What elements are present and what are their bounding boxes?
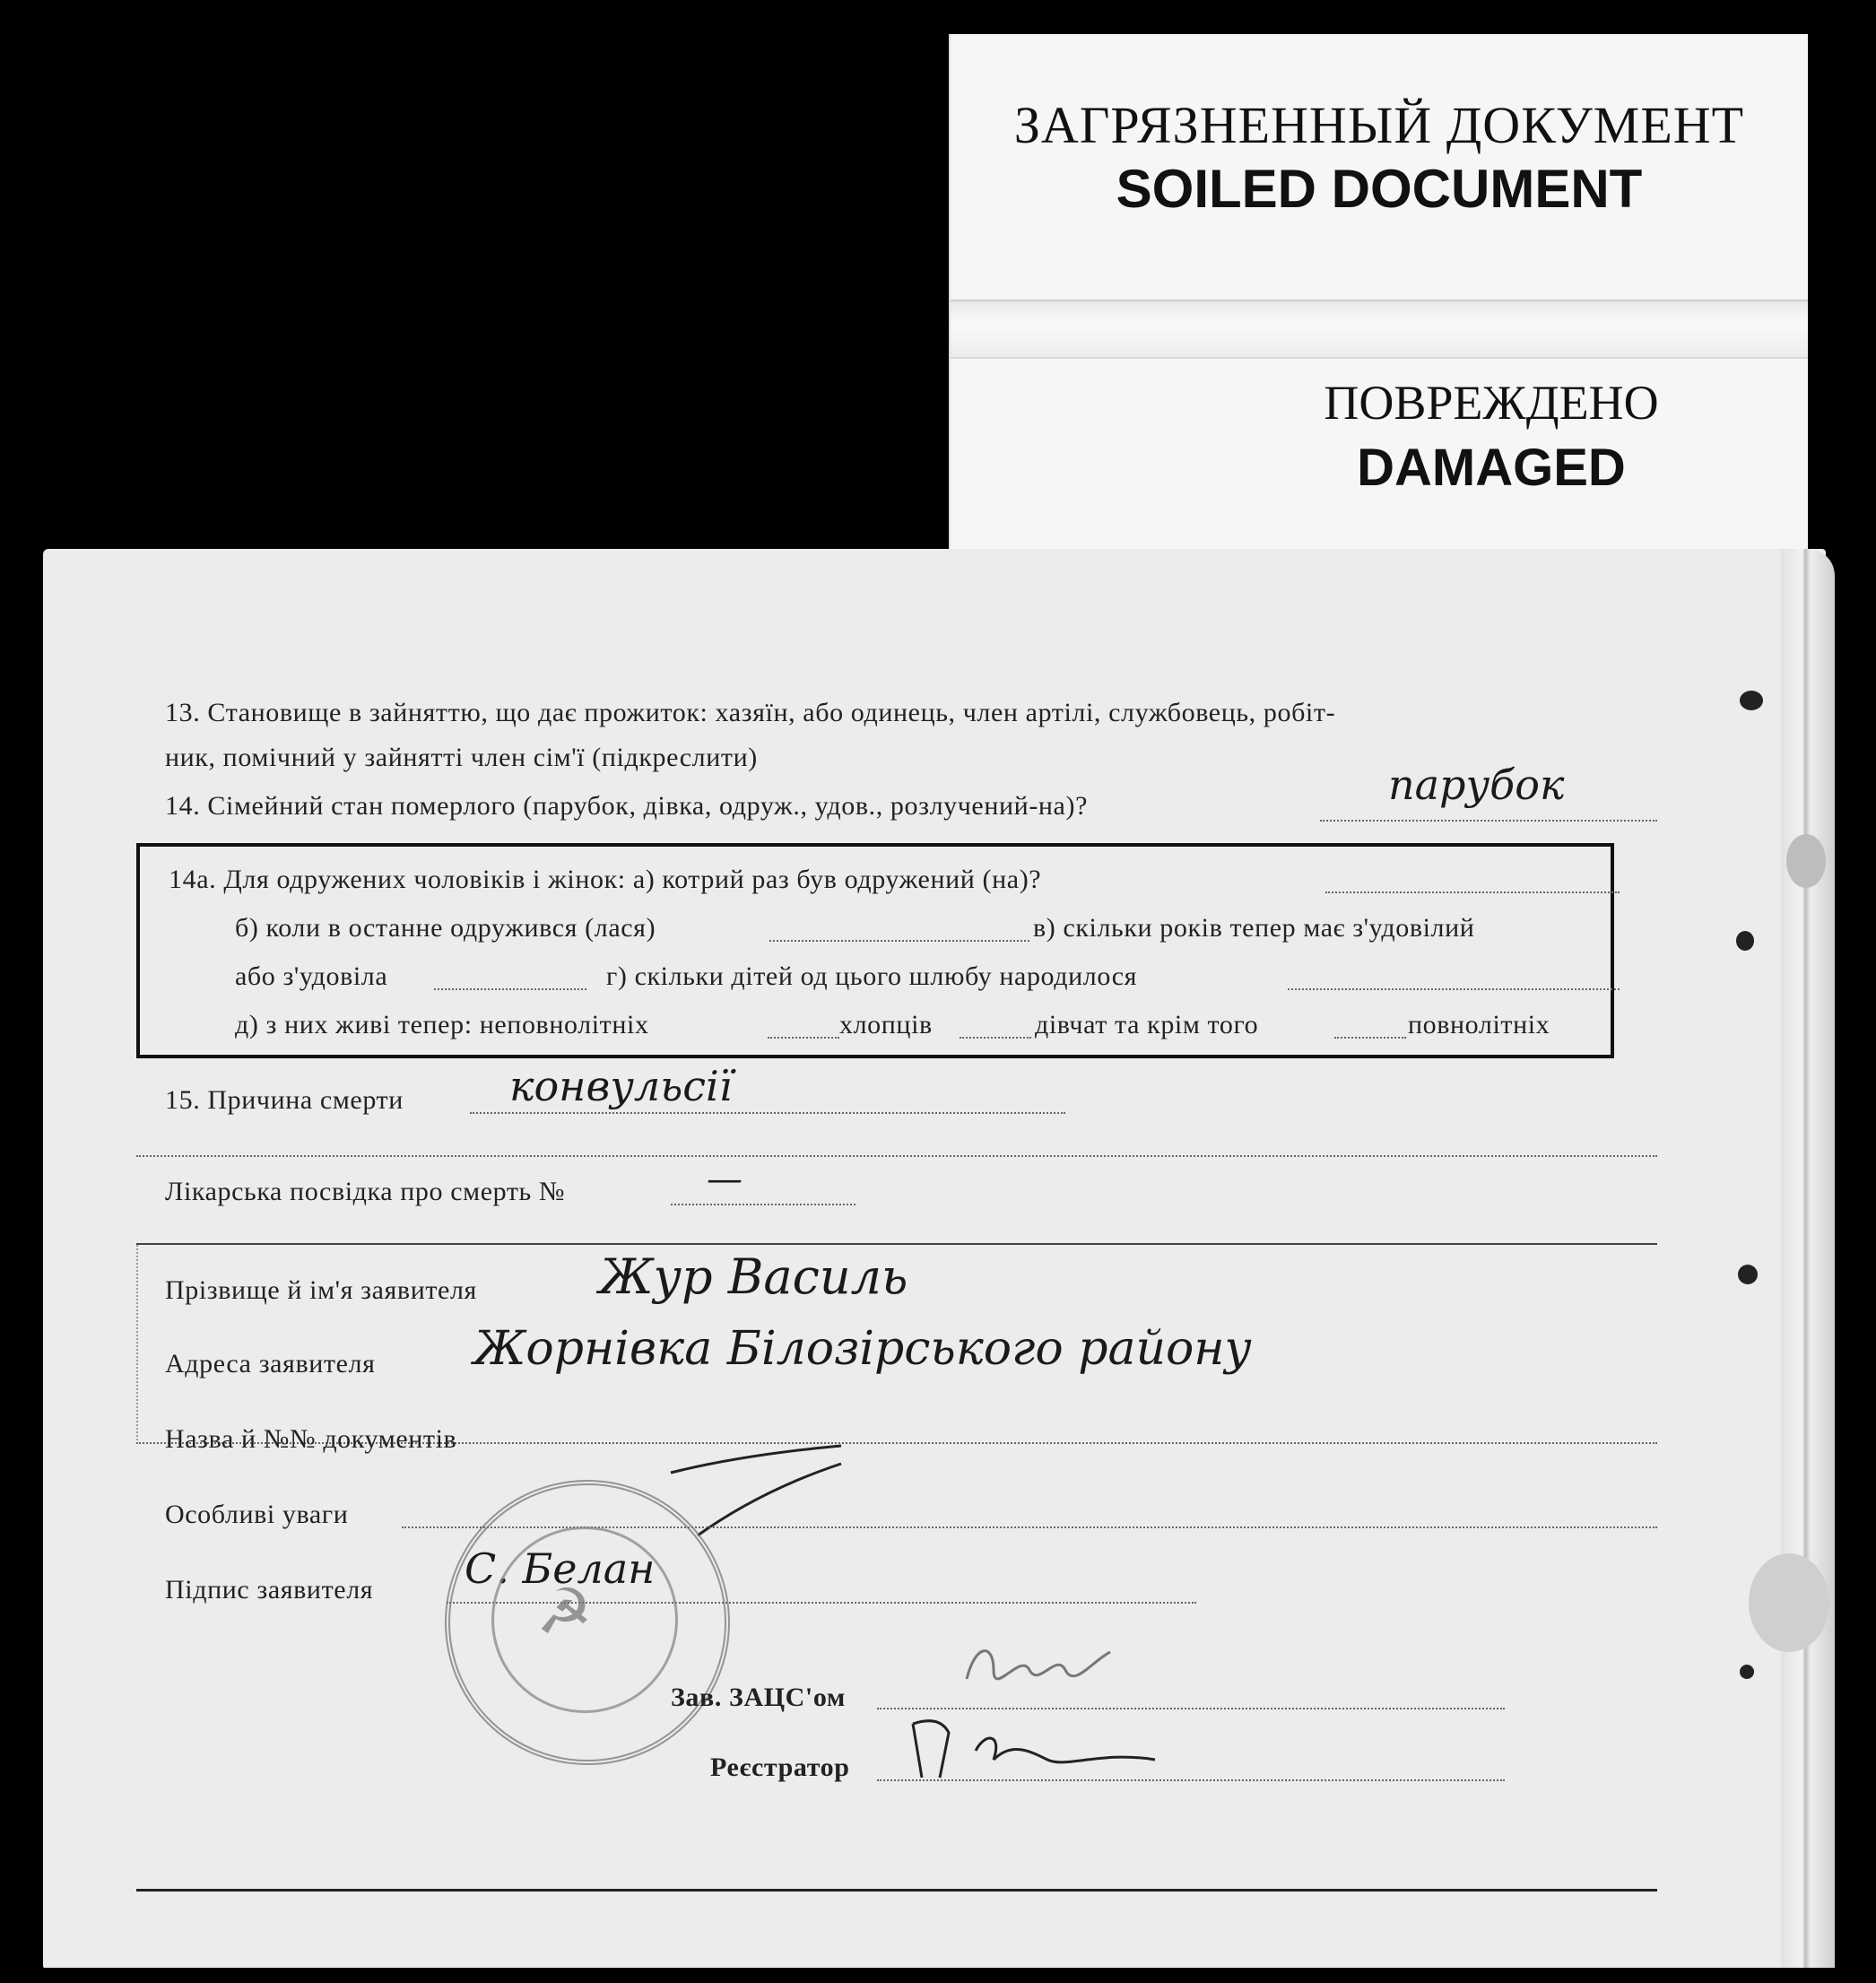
item14a-line3a: або з'удовіла [235,961,388,991]
applicant-name-handwritten: Жур Василь [599,1248,908,1305]
item15-dotted [470,1112,1065,1114]
item14a-line2b: в) скільки років тепер має з'удовілий [1033,913,1475,943]
applicant-address-label: Адреса заявителя [165,1349,376,1379]
punch-hole [1736,931,1754,951]
punch-hole [1740,1665,1754,1679]
documents-label: Назва й №№ документів [165,1424,457,1454]
item14a-line4c: дівчат та крім того [1035,1010,1259,1039]
registrar-signature-mark [904,1715,1173,1787]
punch-hole [1740,691,1763,710]
notice-soiled-ru: ЗАГРЯЗНЕННЫЙ ДОКУМЕНТ [1013,96,1745,154]
card-fold [951,300,1808,359]
punch-hole [1738,1265,1758,1284]
signature-label: Підпис заявителя [165,1575,374,1605]
notice-damaged-ua: ПОВРЕЖДЕНО [1324,376,1659,430]
item14a-dotted [768,1037,839,1039]
item14-label: 14. Сімейний стан померлого (парубок, дівка, одруж., удов., розлучений-на)? [165,791,1088,821]
item14a-line2a: б) коли в останне одружився (лася) [235,913,656,943]
item14a-line1: 14а. Для одружених чоловіків і жінок: а) котрий раз був одружений (на)? [169,865,1042,894]
applicant-signature: С. Белан [465,1544,656,1593]
item15-handwritten-value: конвульсії [509,1062,733,1110]
item14a-dotted [1288,988,1620,990]
notice-soiled-en: SOILED DOCUMENT [1116,159,1643,219]
margin-rule [136,1245,138,1444]
item14a-line4d: повнолітніх [1408,1010,1550,1039]
damage-notice-card [949,34,1808,554]
item15-label: 15. Причина смерти [165,1085,404,1115]
item14a-dotted [960,1037,1031,1039]
section-divider [136,1243,1657,1245]
item13-line2: ник, помічний у зайнятті член сім'ї (підкреслити) [165,743,758,772]
official-round-seal [445,1480,730,1765]
item14a-line3b: г) скільки дітей од цього шлюбу народилося [606,961,1138,991]
applicant-address-handwritten: Жорнівка Білозірського району [473,1322,1252,1376]
notice-damaged-en: DAMAGED [1357,439,1626,497]
item14a-dotted [769,940,1029,942]
water-stain [1749,1553,1829,1652]
notes-label: Особливі уваги [165,1500,349,1529]
item15-dotted-continuation [136,1155,1657,1157]
item14a-dotted [1325,891,1620,893]
med-cert-dotted [671,1204,855,1205]
seal-emblem-icon: ☭ [536,1579,593,1648]
registrar-label: Реєстратор [710,1753,850,1782]
applicant-name-label: Прізвище й ім'я заявителя [165,1275,477,1305]
death-record-form [43,549,1826,1968]
bottom-rule [136,1889,1657,1892]
water-stain [1786,834,1826,888]
head-registry-label: Зав. ЗАЦС'ом [671,1683,846,1712]
item14-handwritten-value: парубок [1388,761,1565,809]
item14a-line4a: д) з них живі тепер: неповнолітніх [235,1010,649,1039]
item13-line1: 13. Становище в зайняттю, що дає прожиток: хазяїн, або одинець, член артілі, службовець, робіт- [165,698,1336,727]
item14a-line4b: хлопців [839,1010,933,1039]
head-signature-dotted [877,1708,1505,1709]
item14-dotted-line [1320,820,1657,822]
head-signature-mark [958,1634,1137,1706]
item14a-dotted [434,988,586,990]
sheet-edge [1781,549,1835,1968]
med-cert-handwritten-value: — [707,1159,743,1200]
med-cert-label: Лікарська посвідка про смерть № [165,1177,566,1206]
item14a-dotted [1334,1037,1406,1039]
